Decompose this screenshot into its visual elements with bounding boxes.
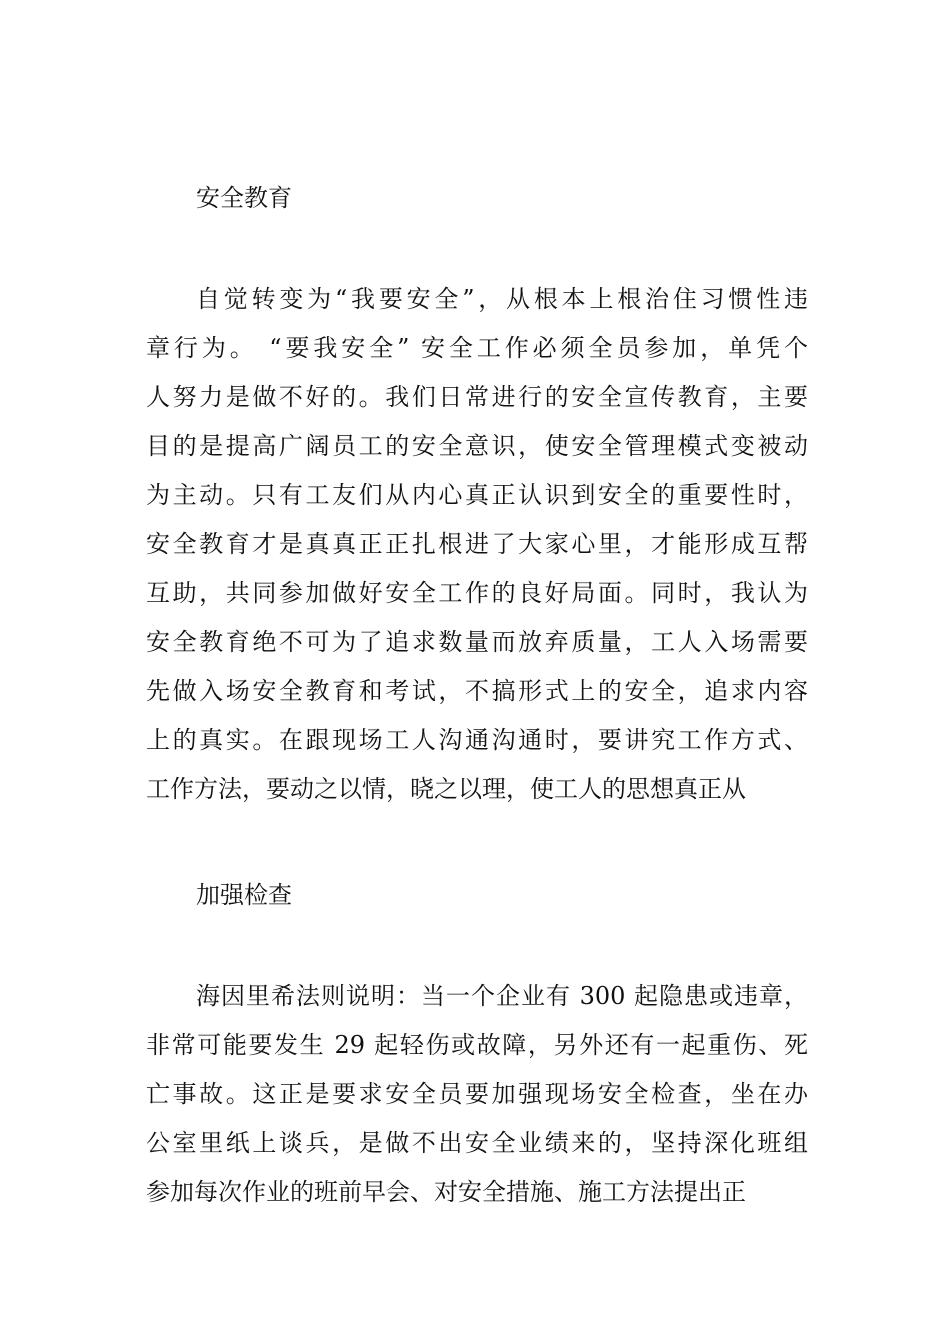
paragraph-strengthen-inspection <box>146 972 808 1217</box>
paragraph-line: 章行为。 “要我安全” 安全工作必须全员参加，单凭个 <box>146 334 808 362</box>
paragraph-line: 人努力是做不好的。我们日常进行的安全宣传教育，主要 <box>146 383 808 411</box>
paragraph-line: 目的是提高广阔员工的安全意识，使安全管理模式变被动 <box>146 432 808 460</box>
paragraph-line: 参加每次作业的班前早会、对安全措施、施工方法提出正 <box>146 1178 746 1206</box>
section-heading-safety-education: 安全教育 <box>196 184 292 212</box>
paragraph-line: 为主动。只有工友们从内心真正认识到安全的重要性时， <box>146 481 808 509</box>
paragraph-line: 互助，共同参加做好安全工作的良好局面。同时，我认为 <box>146 579 808 607</box>
paragraph-line: 安全教育绝不可为了追求数量而放弃质量，工人入场需要 <box>146 628 808 656</box>
paragraph-line: 公室里纸上谈兵，是做不出安全业绩来的，坚持深化班组 <box>146 1129 808 1157</box>
paragraph-line: 工作方法，要动之以情，晓之以理，使工人的思想真正从 <box>146 775 746 803</box>
paragraph-line: 亡事故。这正是要求安全员要加强现场安全检查，坐在办 <box>146 1080 808 1108</box>
paragraph-safety-education <box>146 275 808 814</box>
paragraph-line: 自觉转变为“我要安全”，从根本上根治住习惯性违 <box>196 285 808 313</box>
paragraph-line: 非常可能要发生 29 起轻伤或故障，另外还有一起重伤、死 <box>146 1031 808 1059</box>
paragraph-line: 安全教育才是真真正正扎根进了大家心里，才能形成互帮 <box>146 530 808 558</box>
section-heading-strengthen-inspection: 加强检查 <box>196 881 292 909</box>
paragraph-line: 先做入场安全教育和考试，不搞形式上的安全，追求内容 <box>146 677 808 705</box>
paragraph-line: 海因里希法则说明：当一个企业有 300 起隐患或违章， <box>196 982 808 1010</box>
paragraph-line: 上的真实。在跟现场工人沟通沟通时，要讲究工作方式、 <box>146 726 808 754</box>
